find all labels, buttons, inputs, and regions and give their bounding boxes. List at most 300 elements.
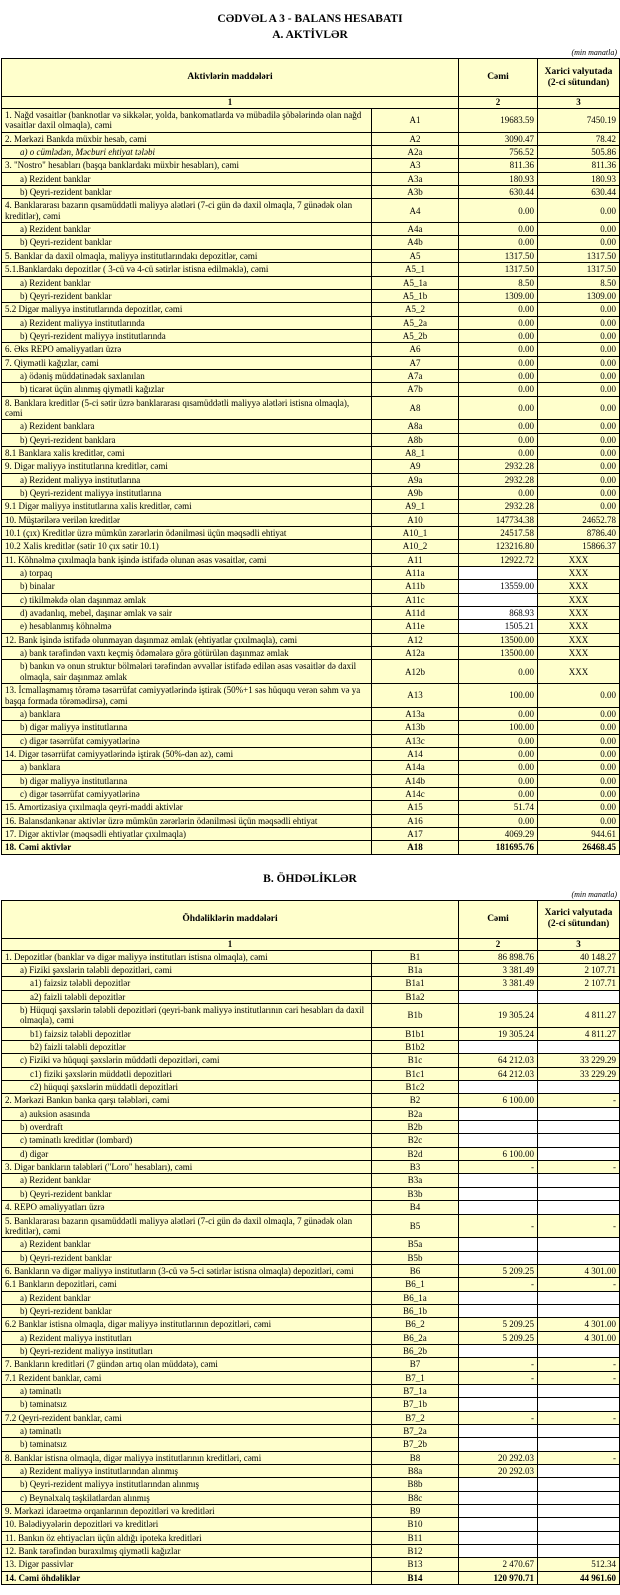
row-code: A5_2a [372,316,459,329]
row-label: b) Qeyri-rezident banklar [2,1304,372,1317]
row-label: 7.1 Rezident banklar, cəmi [2,1371,372,1384]
row-total: 0.00 [459,329,538,342]
row-label: b) Qeyri-rezident banklar [2,1187,372,1200]
row-code: B6_2a [372,1331,459,1344]
row-total [459,1344,538,1357]
table-row [2,223,620,236]
row-foreign: 2 107.71 [538,977,620,990]
row-foreign: XXX [538,660,620,684]
row-label: b) bankın və onun struktur bölmələri tərəfindən əvvəllər istifadə edilən əsas vəsaitlər də daxil olmaqla, sair daşınmaz əmlak [2,660,372,684]
row-total: 4069.29 [459,827,538,840]
row-label: a) banklara [2,761,372,774]
row-total: 123216.80 [459,540,538,553]
row-label: c2) hüquqi şəxslərin müddətli depozitləri [2,1081,372,1094]
row-foreign: 8786.40 [538,527,620,540]
row-code: A14 [372,747,459,760]
row-code: A14a [372,761,459,774]
assets-header-foreign: Xarici valyutada (2-ci sütundan) [538,59,620,97]
row-total: 1317.50 [459,249,538,262]
row-code: A11 [372,553,459,566]
row-foreign: 33 229.29 [538,1054,620,1067]
row-total: 13500.00 [459,633,538,646]
row-total [459,1107,538,1120]
row-total: 13559.00 [459,580,538,593]
row-code: B1a2 [372,990,459,1003]
row-total [459,1425,538,1438]
row-label: 5.2 Digər maliyyə institutlarında depozitlər, cəmi [2,303,372,316]
row-code: B1 [372,950,459,963]
row-code: B8 [372,1451,459,1464]
row-foreign [538,1491,620,1504]
row-label: 16. Balansdankənar aktivlər üzrə mümkün zərərlərin ödənilməsi üçün məqsədli ehtiyat [2,814,372,827]
row-total: 3 381.49 [459,963,538,976]
row-foreign: 40 148.27 [538,950,620,963]
row-code: A12a [372,647,459,660]
row-label: a) banklara [2,707,372,720]
row-label: c) tikilməkdə olan daşınmaz əmlak [2,593,372,606]
row-label: a2) faizli tələbli depozitlər [2,990,372,1003]
assets-colnum-row [2,97,620,109]
row-label: 5. Banklar da daxil olmaqla, maliyyə institutlarındakı depozitlər, cəmi [2,249,372,262]
row-total: 0.00 [459,383,538,396]
row-code: B1c1 [372,1067,459,1080]
table-row [2,963,620,976]
row-code: A13b [372,721,459,734]
table-row [2,172,620,185]
row-foreign: - [538,1278,620,1291]
row-label: b) təminatsız [2,1398,372,1411]
table-row [2,1278,620,1291]
row-foreign: 1317.50 [538,249,620,262]
row-total [459,990,538,1003]
row-code: B8a [372,1465,459,1478]
row-total: 64 212.03 [459,1054,538,1067]
row-code: A13c [372,734,459,747]
row-label: 10. Müştərilərə verilən kreditlər [2,513,372,526]
row-code: A11c [372,593,459,606]
table-row [2,263,620,276]
row-foreign: 505.86 [538,146,620,159]
row-code: B7_2 [372,1411,459,1424]
row-foreign [538,990,620,1003]
table-row [2,553,620,566]
row-foreign: XXX [538,620,620,633]
row-foreign: 0.00 [538,236,620,249]
row-foreign [538,1238,620,1251]
row-code: B6_2b [372,1344,459,1357]
assets-table [1,58,620,855]
row-total [459,1251,538,1264]
table-row [2,1465,620,1478]
row-total: 2932.28 [459,473,538,486]
table-row [2,473,620,486]
table-row [2,1054,620,1067]
row-code: A13a [372,707,459,720]
table-row [2,460,620,473]
row-label: 11. Köhnəlmə çıxılmaqla bank işində istifadə olunan əsas vəsaitlər, cəmi [2,553,372,566]
row-code: A9b [372,487,459,500]
row-total: 0.00 [459,433,538,446]
liabilities-table-body [2,950,620,1585]
table-row [2,1081,620,1094]
row-total: 811.36 [459,159,538,172]
table-row [2,1251,620,1264]
row-foreign: - [538,1161,620,1174]
row-code: B1a1 [372,977,459,990]
row-code: A5_1b [372,289,459,302]
row-label: c) təminatlı kreditlər (lombard) [2,1134,372,1147]
row-label: 7.2 Qeyri-rezident banklar, cəmi [2,1411,372,1424]
table-row [2,1384,620,1397]
table-row [2,1545,620,1558]
row-code: A4a [372,223,459,236]
row-total: 1317.50 [459,263,538,276]
row-code: B2d [372,1147,459,1160]
row-total: 86 898.76 [459,950,538,963]
table-row [2,1571,620,1584]
row-code: B3 [372,1161,459,1174]
table-row [2,1411,620,1424]
table-row [2,633,620,646]
row-total: 64 212.03 [459,1067,538,1080]
row-code: A9 [372,460,459,473]
row-label: 4. Banklararası bazarın qısamüddətli maliyyə alətləri (7-ci gün də daxil olmaqla, 7 günədək olan kreditlər), cəmi [2,199,372,223]
table-row [2,761,620,774]
table-row [2,276,620,289]
row-label: b) Qeyri-rezident banklar [2,1251,372,1264]
row-foreign: 0.00 [538,369,620,382]
row-total: 120 970.71 [459,1571,538,1584]
row-label: a) bank tərəfindən vaxtı keçmiş ödəmələrə görə götürülən daşınmaz əmlak [2,647,372,660]
report-title-line1: CƏDVƏL A 3 - BALANS HESABATI [217,13,403,25]
table-row [2,236,620,249]
row-label: c) digər təsərrüfat cəmiyyətlərinə [2,734,372,747]
row-total: 19 305.24 [459,1004,538,1028]
row-code: B10 [372,1518,459,1531]
row-label: c) Fiziki və hüquqi şəxslərin müddətli depozitləri, cəmi [2,1054,372,1067]
unit-note-liabilities: (min manatla) [571,889,617,899]
row-code: A9a [372,473,459,486]
row-total: 0.00 [459,487,538,500]
row-code: A7b [372,383,459,396]
row-label: a) Rezident maliyyə institutlarından alınmış [2,1465,372,1478]
assets-header-total: Cəmi [459,59,538,97]
row-code: A5_2b [372,329,459,342]
table-row [2,1371,620,1384]
row-label: 8.1 Banklara xalis kreditlər, cəmi [2,446,372,459]
table-row [2,707,620,720]
row-label: a) auksion əsasında [2,1107,372,1120]
table-row [2,787,620,800]
table-row [2,303,620,316]
row-code: A10_2 [372,540,459,553]
row-foreign: 180.93 [538,172,620,185]
row-label: 2. Mərkəzi Bankda müxbir hesab, cəmi [2,132,372,145]
row-total: 147734.38 [459,513,538,526]
row-total: - [459,1371,538,1384]
row-label: b) Qeyri-rezident maliyyə institutlarında [2,329,372,342]
row-label: b) Qeyri-rezident banklar [2,236,372,249]
row-code: B5b [372,1251,459,1264]
assets-table-body [2,109,620,855]
row-label: a) Rezident maliyyə institutlarında [2,316,372,329]
row-foreign: 1317.50 [538,263,620,276]
table-row [2,801,620,814]
row-foreign: 0.00 [538,774,620,787]
row-foreign: - [538,1371,620,1384]
row-code: B2b [372,1121,459,1134]
table-row [2,684,620,708]
row-label: 2. Mərkəzi Bankın banka qarşı tələbləri, cəmi [2,1094,372,1107]
row-code: B4 [372,1201,459,1214]
row-total: 630.44 [459,186,538,199]
row-code: B6_1a [372,1291,459,1304]
row-label: 3. "Nostro" hesabları (başqa banklardakı müxbir hesabları), cəmi [2,159,372,172]
assets-colnum-1: 1 [2,97,459,109]
row-code: B7_2b [372,1438,459,1451]
row-foreign: 0.00 [538,223,620,236]
row-label: d) avadanlıq, mebel, daşınar əmlak və sair [2,607,372,620]
row-total: 0.00 [459,814,538,827]
table-row [2,814,620,827]
row-label: 17. Digər aktivlər (məqsədli ehtiyatlar çıxılmaqla) [2,827,372,840]
row-total: 181695.76 [459,841,538,854]
liabilities-header-foreign: Xarici valyutada (2-ci sütundan) [538,900,620,938]
table-row [2,1505,620,1518]
row-total [459,1121,538,1134]
table-row [2,1004,620,1028]
row-total: 0.00 [459,747,538,760]
row-foreign: 1309.00 [538,289,620,302]
row-label: e) hesablanmış köhnəlmə [2,620,372,633]
table-row [2,316,620,329]
row-label: c1) fiziki şəxslərin müddətli depozitləri [2,1067,372,1080]
row-foreign: 0.00 [538,801,620,814]
row-label: 8. Banklar istisna olmaqla, digər maliyyə institutlarının kreditləri, cəmi [2,1451,372,1464]
row-foreign [538,1438,620,1451]
row-total: 6 100.00 [459,1094,538,1107]
report-title [1,12,619,43]
row-total: 100.00 [459,684,538,708]
row-foreign [538,1518,620,1531]
row-code: B1a [372,963,459,976]
row-label: c) digər təsərrüfat cəmiyyətlərinə [2,787,372,800]
table-row [2,1531,620,1544]
row-label: 7. Bankların kreditləri (7 gündən artıq olan müddətə), cəmi [2,1358,372,1371]
row-code: A11d [372,607,459,620]
table-row [2,1331,620,1344]
table-row [2,1201,620,1214]
row-total: 180.93 [459,172,538,185]
row-total: 868.93 [459,607,538,620]
row-label: b) Qeyri-rezident banklara [2,433,372,446]
row-code: A11e [372,620,459,633]
table-row [2,990,620,1003]
row-foreign: 0.00 [538,316,620,329]
row-total [459,567,538,580]
row-foreign [538,1384,620,1397]
row-label: 11. Bankın öz ehtiyacları üçün aldığı ipoteka kreditləri [2,1531,372,1544]
row-foreign: 0.00 [538,343,620,356]
table-row [2,1304,620,1317]
row-total [459,593,538,606]
row-code: A8 [372,396,459,420]
row-foreign: 26468.45 [538,841,620,854]
row-total [459,1081,538,1094]
row-total [459,1291,538,1304]
table-row [2,500,620,513]
table-row [2,1121,620,1134]
row-label: a1) faizsiz tələbli depozitlər [2,977,372,990]
row-code: A5 [372,249,459,262]
row-label: a) torpaq [2,567,372,580]
row-code: A3a [372,172,459,185]
row-code: A18 [372,841,459,854]
row-foreign: 0.00 [538,500,620,513]
row-foreign: XXX [538,553,620,566]
row-total [459,1398,538,1411]
table-row [2,647,620,660]
row-code: B9 [372,1505,459,1518]
row-label: 9. Mərkəzi idarəetmə orqanlarının depozitləri və kreditləri [2,1505,372,1518]
row-total [459,1134,538,1147]
row-code: B14 [372,1571,459,1584]
table-row [2,660,620,684]
table-row [2,1425,620,1438]
row-foreign: 0.00 [538,420,620,433]
table-row [2,1147,620,1160]
row-foreign: - [538,1094,620,1107]
row-label: b) təminatsız [2,1438,372,1451]
row-label: 18. Cəmi aktivlər [2,841,372,854]
row-total: 3090.47 [459,132,538,145]
row-code: B1b1 [372,1027,459,1040]
row-total [459,1174,538,1187]
row-foreign: XXX [538,593,620,606]
row-code: A17 [372,827,459,840]
row-code: A8a [372,420,459,433]
row-foreign: 0.00 [538,396,620,420]
table-row [2,540,620,553]
row-foreign [538,1398,620,1411]
table-row [2,1291,620,1304]
row-total [459,1238,538,1251]
row-code: A7 [372,356,459,369]
row-label: 12. Bank tərəfindən buraxılmış qiymətli kağızlar [2,1545,372,1558]
liabilities-colnum-row [2,938,620,950]
row-total: 756.52 [459,146,538,159]
row-code: A4 [372,199,459,223]
table-row [2,132,620,145]
row-foreign [538,1304,620,1317]
assets-header-items: Aktivlərin maddələri [2,59,459,97]
row-foreign: XXX [538,647,620,660]
row-foreign [538,1531,620,1544]
row-label: 7. Qiymətli kağızlar, cəmi [2,356,372,369]
row-label: 6.2 Banklar istisna olmaqla, digər maliyyə institutlarının depozitləri, cəmi [2,1318,372,1331]
row-total: 5 209.25 [459,1331,538,1344]
row-label: 10.2 Xalis kreditlər (sətir 10 çıx sətir 10.1) [2,540,372,553]
row-total [459,1531,538,1544]
row-total: - [459,1278,538,1291]
row-foreign: 0.00 [538,747,620,760]
row-code: B2 [372,1094,459,1107]
row-foreign: 78.42 [538,132,620,145]
row-total: 5 209.25 [459,1318,538,1331]
row-label: 1. Nağd vəsaitlər (banknotlar və sikkələr, yolda, bankomatlarda və mübadilə şöbələrində olan nağd vəsaitlər daxil olmaqla), cəmi [2,109,372,133]
row-foreign [538,1425,620,1438]
row-code: A2a [372,146,459,159]
row-total [459,1187,538,1200]
table-row [2,1518,620,1531]
row-code: B1c [372,1054,459,1067]
row-code: A12 [372,633,459,646]
row-total: 0.00 [459,660,538,684]
row-label: 5. Banklararası bazarın qısamüddətli maliyyə alətləri (7-ci gün də daxil olmaqla, 7 günədək olan kreditlər), cəmi [2,1214,372,1238]
row-total: 0.00 [459,199,538,223]
row-foreign: 4 811.27 [538,1027,620,1040]
row-code: B8c [372,1491,459,1504]
table-row [2,747,620,760]
table-row [2,1107,620,1120]
row-total: 1309.00 [459,289,538,302]
row-total: 100.00 [459,721,538,734]
table-row [2,1094,620,1107]
row-foreign [538,1174,620,1187]
table-row [2,607,620,620]
row-foreign: 33 229.29 [538,1067,620,1080]
row-label: b) Hüquqi şəxslərin tələbli depozitləri (qeyri-bank maliyyə institutlarının cari hesabları da daxil olmaqla), cəmi [2,1004,372,1028]
table-row [2,1067,620,1080]
liabilities-colnum-1: 1 [2,938,459,950]
row-code: A10_1 [372,527,459,540]
row-total: 51.74 [459,801,538,814]
row-foreign: - [538,1214,620,1238]
table-row [2,841,620,854]
table-row [2,1318,620,1331]
row-total: 20 292.03 [459,1465,538,1478]
row-total [459,1505,538,1518]
section-b-title: B. ÖHDƏLİKLƏR [263,872,357,885]
table-row [2,1264,620,1277]
liabilities-header-total: Cəmi [459,900,538,938]
row-code: B1b [372,1004,459,1028]
table-row [2,383,620,396]
row-label: b) digər maliyyə institutlarına [2,721,372,734]
row-label: a) Rezident maliyyə institutlarına [2,473,372,486]
row-label: a) Fiziki şəxslərin tələbli depozitləri, cəmi [2,963,372,976]
row-total: 24517.58 [459,527,538,540]
row-code: B7_1 [372,1371,459,1384]
row-foreign: - [538,1411,620,1424]
table-row [2,580,620,593]
row-code: B3a [372,1174,459,1187]
row-code: B8b [372,1478,459,1491]
liabilities-colnum-2: 2 [459,938,538,950]
row-code: A6 [372,343,459,356]
row-label: a) Rezident banklar [2,276,372,289]
row-total: 6 100.00 [459,1147,538,1160]
row-foreign: 0.00 [538,814,620,827]
row-total: 19 305.24 [459,1027,538,1040]
row-foreign: 0.00 [538,473,620,486]
row-code: B7_2a [372,1425,459,1438]
row-foreign: 0.00 [538,356,620,369]
table-row [2,487,620,500]
row-label: b) Qeyri-rezident maliyyə institutlarına [2,487,372,500]
row-foreign: 0.00 [538,433,620,446]
row-foreign: 2 107.71 [538,963,620,976]
